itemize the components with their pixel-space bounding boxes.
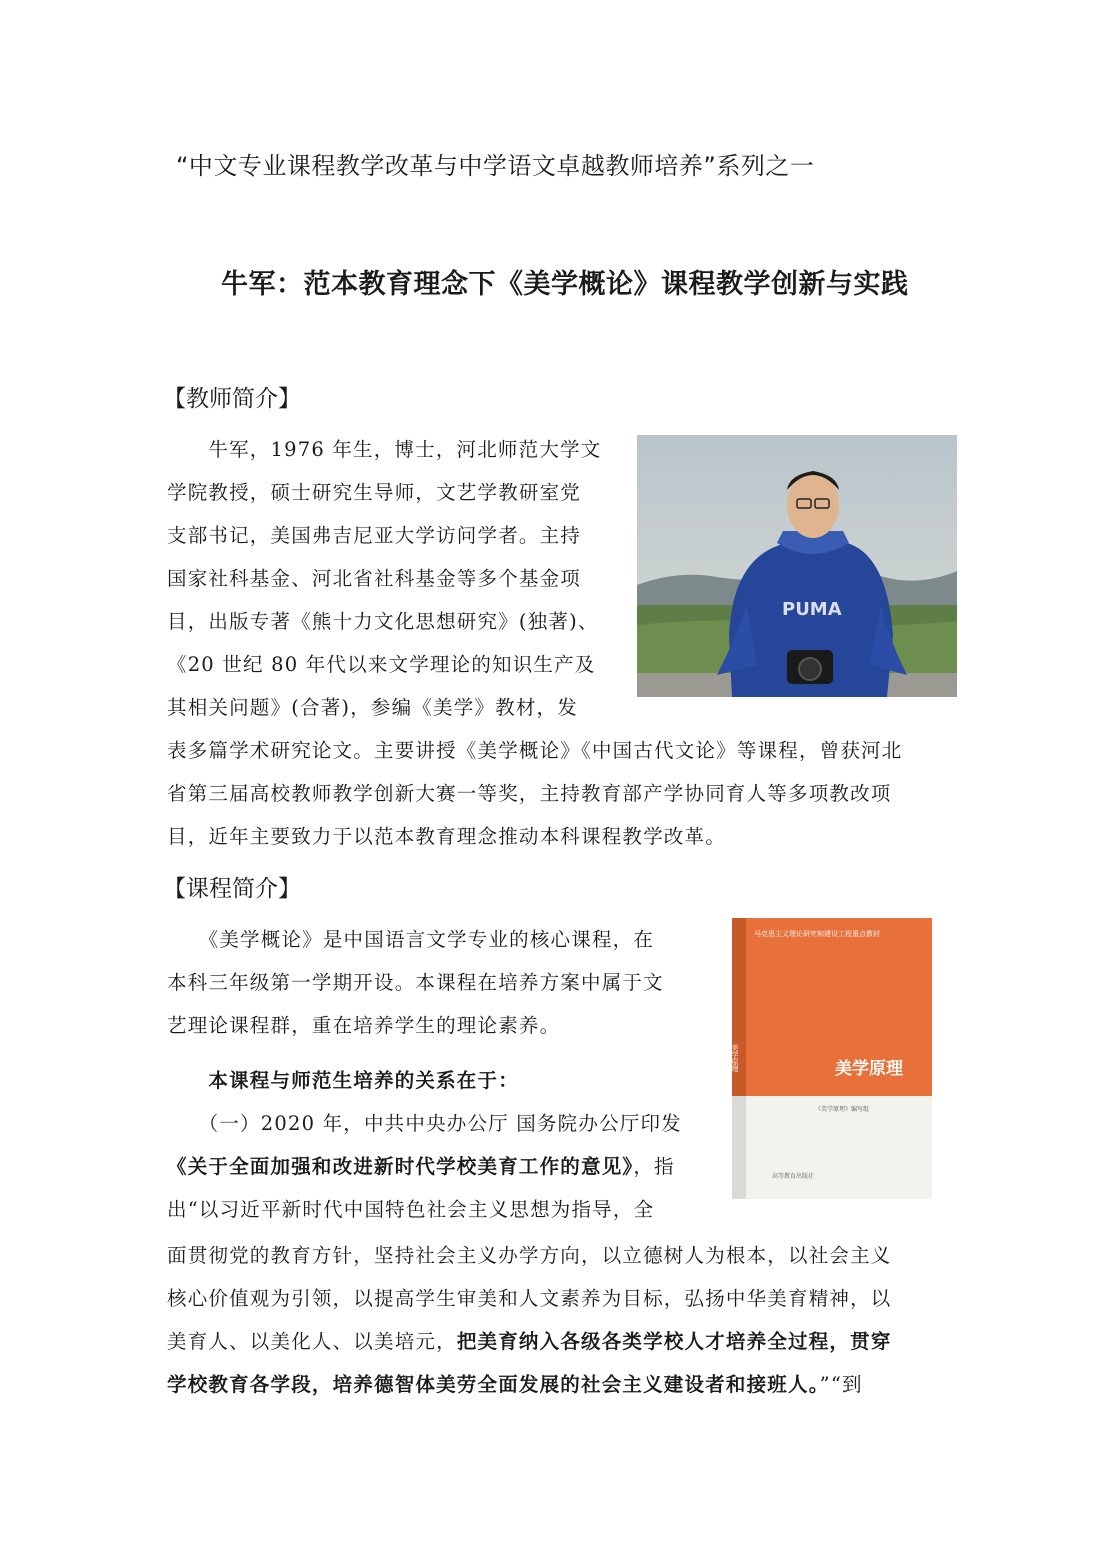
book-publisher: 高等教育出版社 [772, 1173, 815, 1180]
article-title: 牛军：范本教育理念下《美学概论》课程教学创新与实践 [221, 269, 909, 300]
svg-text:PUMA: PUMA [782, 599, 842, 620]
course-line: 核心价值观为引领，以提高学生审美和人文素养为目标，弘扬中华美育精神，以 [167, 1287, 892, 1310]
document-title-bold: 《关于全面加强和改进新时代学校美育工作的意见》 [167, 1155, 634, 1178]
course-line: 面贯彻党的教育方针，坚持社会主义办学方向，以立德树人为根本，以社会主义 [167, 1244, 892, 1267]
line-tail: ，指 [633, 1155, 675, 1178]
teacher-line: 目，出版专著《熊十力文化思想研究》(独著)、 [167, 610, 599, 633]
course-line: 《美学概论》是中国语言文学专业的核心课程，在 [167, 928, 655, 951]
book-title: 美学原理 [835, 1059, 903, 1079]
quote-bold: 把美育纳入各级各类学校人才培养全过程，贯穿 [456, 1330, 892, 1353]
course-line: （一）2020 年，中共中央办公厅 国务院办公厅印发 [167, 1112, 682, 1135]
course-line [167, 1326, 892, 1354]
book-cover [732, 914, 936, 1199]
series-title: “中文专业课程教学改革与中学语文卓越教师培养”系列之一 [176, 152, 815, 180]
teacher-line: 支部书记，美国弗吉尼亚大学访问学者。主持 [167, 524, 582, 547]
course-line: 出“以习近平新时代中国特色社会主义思想为指导，全 [167, 1198, 655, 1221]
course-line [167, 1369, 863, 1397]
course-line: 本科三年级第一学期开设。本课程在培养方案中属于文 [167, 971, 664, 994]
book-spine-text: 美学原理 [731, 1044, 739, 1072]
teacher-line: 国家社科基金、河北省社科基金等多个基金项 [167, 567, 582, 590]
teacher-line: 其相关问题》(合著)，参编《美学》教材，发 [167, 696, 578, 719]
course-line [167, 1151, 675, 1179]
teacher-line: 目，近年主要致力于以范本教育理念推动本科课程教学改革。 [167, 825, 726, 848]
teacher-photo [637, 435, 957, 697]
book-author: 《美学原理》编写组 [815, 1106, 870, 1113]
teacher-line: 表多篇学术研究论文。主要讲授《美学概论》《中国古代文论》等课程，曾获河北 [167, 739, 903, 762]
teacher-line: 省第三届高校教师教学创新大赛一等奖，主持教育部产学协同育人等多项教改项 [167, 782, 892, 805]
course-line: 艺理论课程群，重在培养学生的理论素养。 [167, 1014, 561, 1037]
quote-bold: 学校教育各学段，培养德智体美劳全面发展的社会主义建设者和接班人。 [167, 1373, 820, 1396]
teacher-line: 学院教授，硕士研究生导师，文艺学教研室党 [167, 481, 582, 504]
relation-heading: 本课程与师范生培养的关系在于： [167, 1069, 519, 1092]
book-series-text: 马克思主义理论研究和建设工程重点教材 [754, 930, 880, 938]
line-tail: ”“到 [819, 1373, 863, 1396]
teacher-heading: 【教师简介】 [163, 386, 301, 412]
course-heading: 【课程简介】 [163, 876, 301, 902]
teacher-line: 牛军，1976 年生，博士，河北师范大学文 [167, 438, 602, 461]
line-head: 美育人、以美化人、以美培元， [167, 1330, 457, 1353]
teacher-line: 《20 世纪 80 年代以来文学理论的知识生产及 [167, 653, 596, 676]
